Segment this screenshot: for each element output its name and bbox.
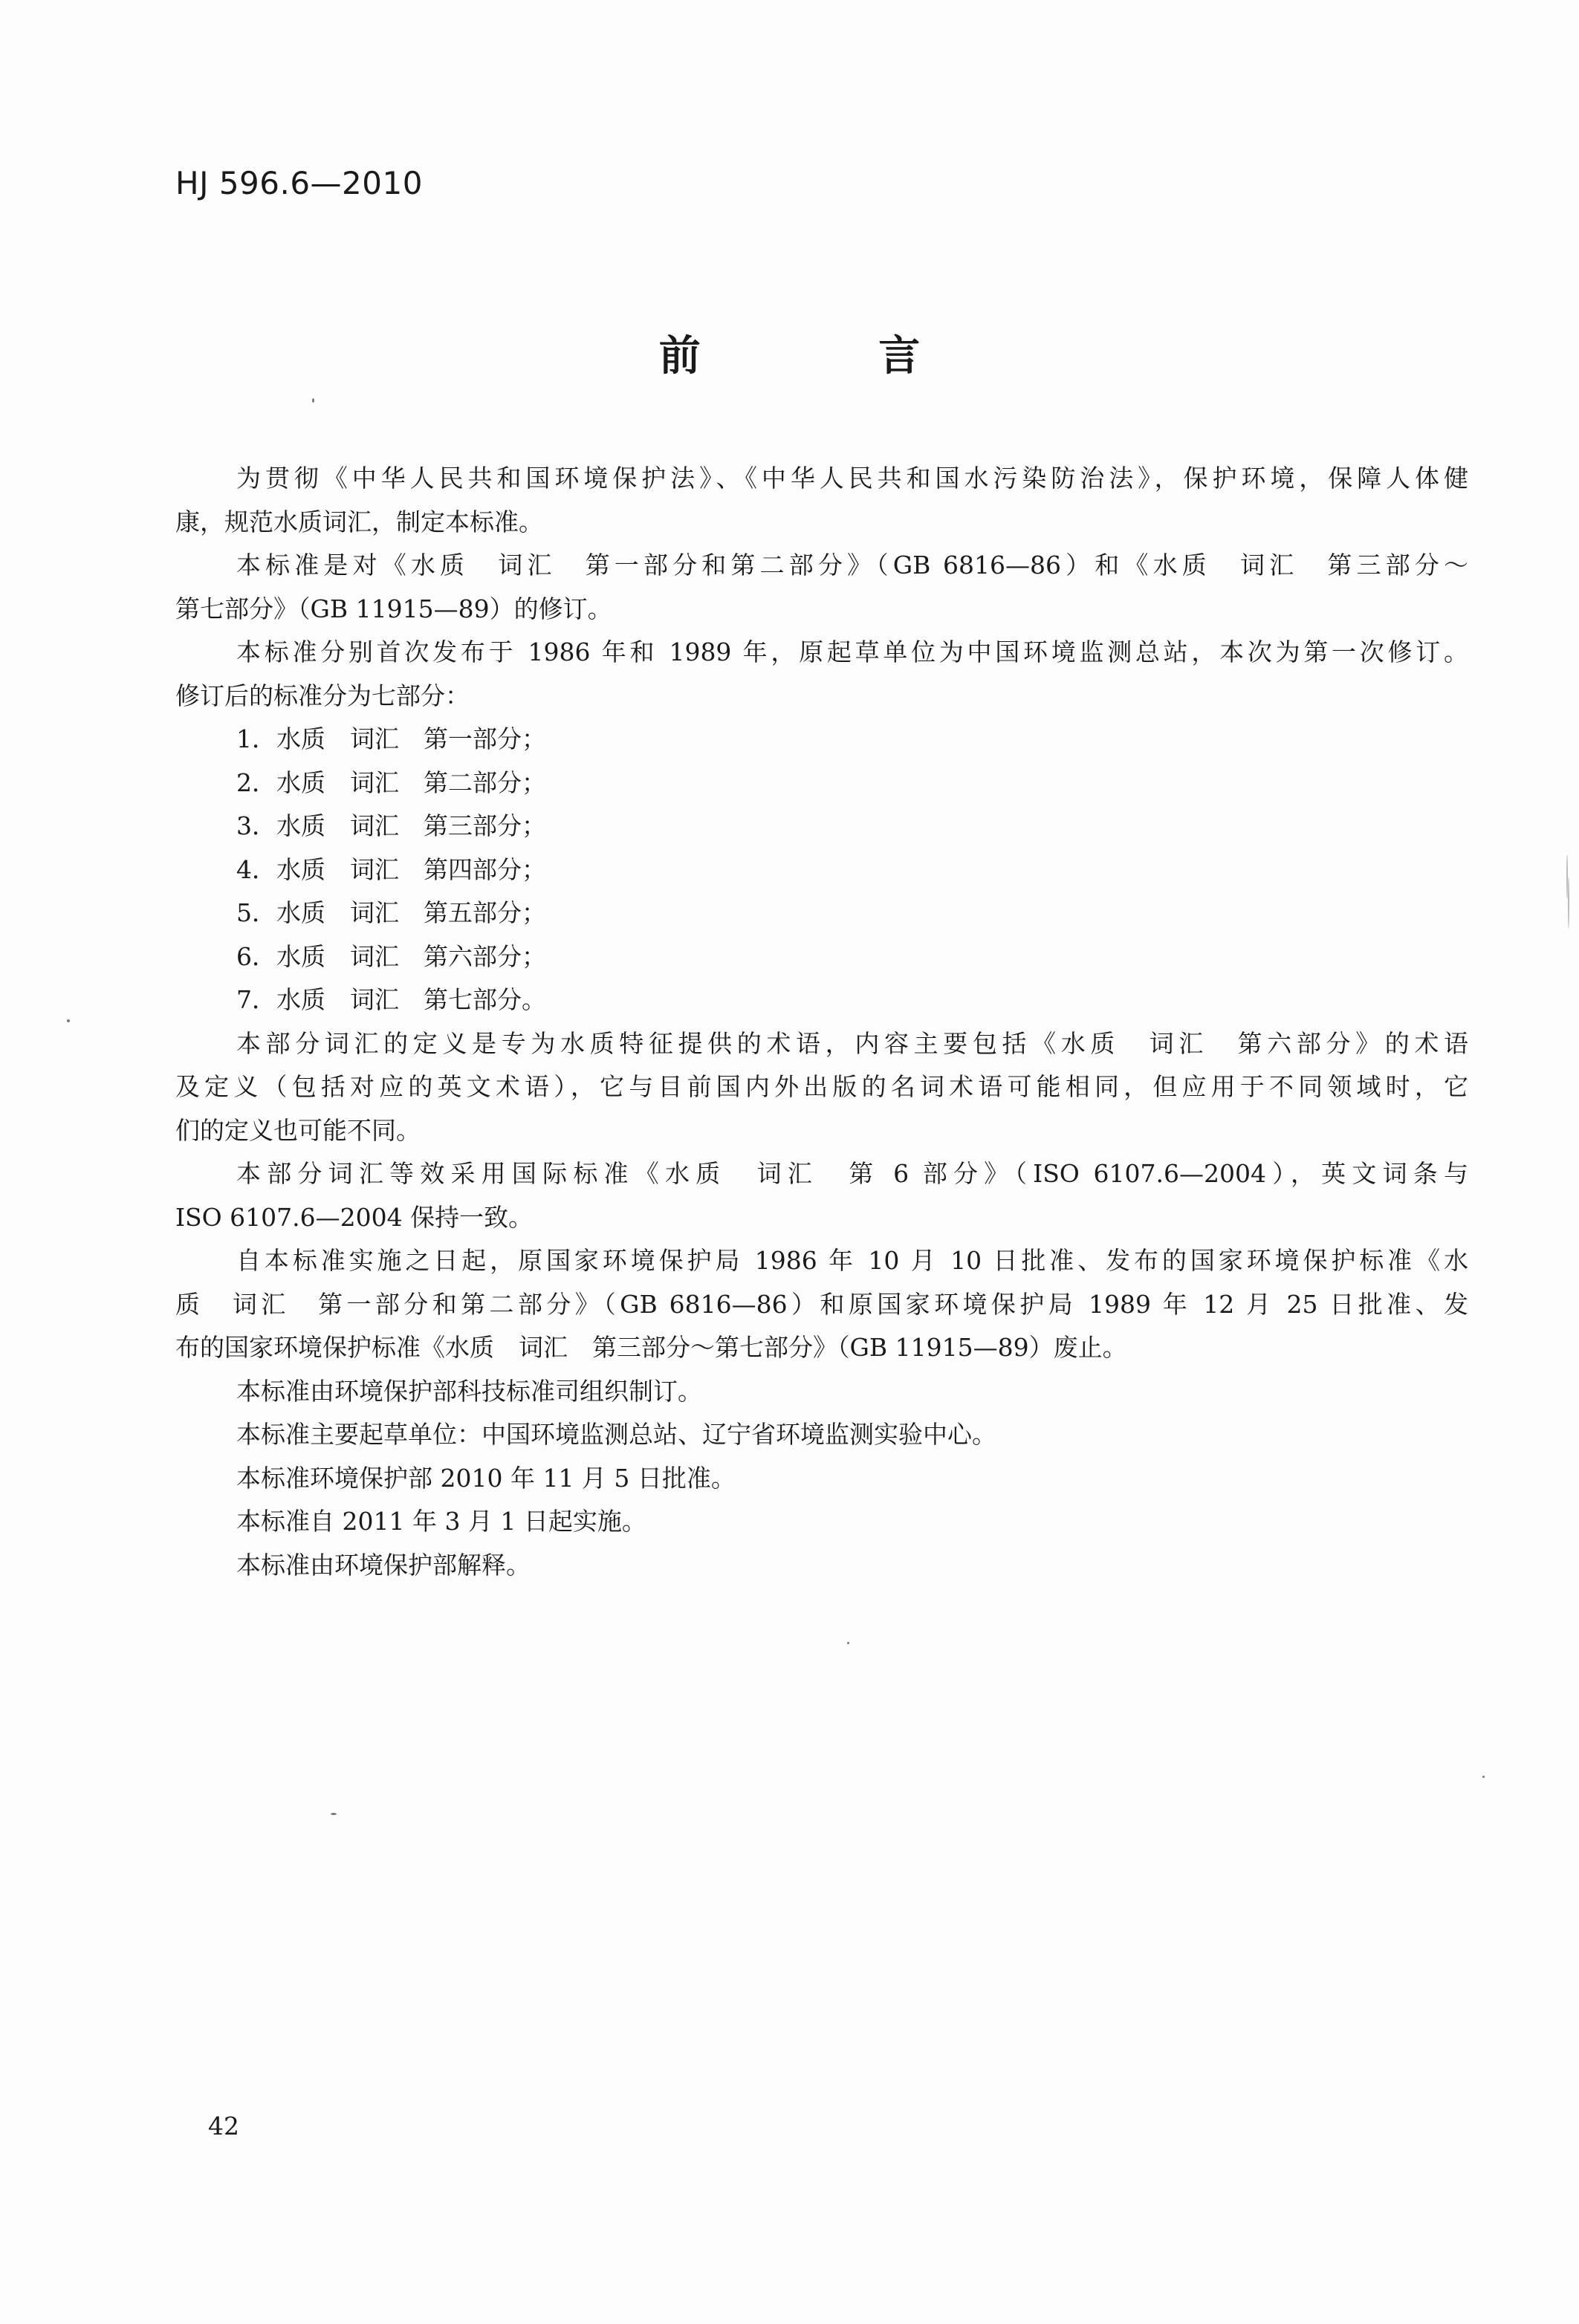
paragraph <box>175 1500 1468 1544</box>
paragraph <box>175 1022 1468 1153</box>
paragraph-line: 本标准由环境保护部科技标准司组织制订。 <box>236 1376 702 1406</box>
paragraph <box>175 1370 1468 1414</box>
paragraph <box>175 544 1468 631</box>
paragraph <box>175 1544 1468 1588</box>
list-item: 2．水质 词汇 第二部分； <box>236 767 546 797</box>
page-title: 前 言 <box>658 332 1002 380</box>
paragraph-line: 本标准主要起草单位：中国环境监测总站、辽宁省环境监测实验中心。 <box>236 1420 996 1449</box>
paragraph-line: 们的定义也可能不同。 <box>175 1115 421 1145</box>
scan-speck <box>847 1642 849 1644</box>
list-item: 1．水质 词汇 第一部分； <box>236 724 546 753</box>
scan-speck <box>1568 877 1569 929</box>
paragraph-line: 自本标准实施之日起，原国家环境保护局 1986 年 10 月 10 日批准、发布的国家环境保护标准《水 <box>236 1246 1468 1275</box>
paragraph-line: 本标准环境保护部 2010 年 11 月 5 日批准。 <box>236 1463 736 1493</box>
paragraph-line: 为贯彻《中华人民共和国环境保护法》、《中华人民共和国水污染防治法》，保护环境，保障人体健 <box>236 464 1468 493</box>
paragraph-line: 本标准自 2011 年 3 月 1 日起实施。 <box>236 1507 646 1536</box>
paragraph-line: 康，规范水质词汇，制定本标准。 <box>175 507 543 536</box>
paragraph <box>175 1457 1468 1501</box>
scan-speck <box>67 1019 70 1022</box>
paragraph-line: 第七部分》（GB 11915—89）的修订。 <box>175 594 612 623</box>
document-body <box>175 457 1468 1587</box>
paragraph-line: 本部分词汇等效采用国际标准《水质 词汇 第 6 部分》（ISO 6107.6—2004），英文词条与 <box>236 1159 1468 1188</box>
paragraph-line: 质 词汇 第一部分和第二部分》（GB 6816—86）和原国家环境保护局 1989 年 12 月 25 日批准、发 <box>175 1289 1468 1319</box>
paragraph-line: 本标准分别首次发布于 1986 年和 1989 年，原起草单位为中国环境监测总站，本次为第一次修订。 <box>236 637 1468 666</box>
scan-speck <box>1482 1776 1485 1778</box>
paragraph-line: ISO 6107.6—2004 保持一致。 <box>175 1202 534 1232</box>
paragraph-line: 及定义（包括对应的英文术语），它与目前国内外出版的名词术语可能相同，但应用于不同领域时，它 <box>175 1072 1468 1101</box>
scan-speck <box>312 398 314 403</box>
paragraph-line: 本标准是对《水质 词汇 第一部分和第二部分》（GB 6816—86）和《水质 词汇 第三部分～ <box>236 551 1468 580</box>
list-item: 4．水质 词汇 第四部分； <box>236 854 546 884</box>
scan-speck <box>331 1813 337 1815</box>
list-item: 3．水质 词汇 第三部分； <box>236 811 546 840</box>
paragraph-line: 本标准由环境保护部解释。 <box>236 1550 531 1580</box>
paragraph <box>175 1413 1468 1457</box>
page-number: 42 <box>208 2112 239 2140</box>
paragraph <box>175 1152 1468 1239</box>
list-item: 6．水质 词汇 第六部分； <box>236 941 546 971</box>
list-item: 5．水质 词汇 第五部分； <box>236 898 546 927</box>
list-item: 7．水质 词汇 第七部分。 <box>236 985 546 1014</box>
paragraph-line: 本部分词汇的定义是专为水质特征提供的术语，内容主要包括《水质 词汇 第六部分》的术语 <box>236 1028 1468 1058</box>
paragraph <box>175 1239 1468 1370</box>
paragraph-line: 修订后的标准分为七部分： <box>175 681 470 710</box>
standard-code: HJ 596.6—2010 <box>175 165 423 201</box>
paragraph-line: 布的国家环境保护标准《水质 词汇 第三部分～第七部分》（GB 11915—89）废止。 <box>175 1333 1127 1362</box>
parts-list <box>175 718 1468 1022</box>
paragraph <box>175 631 1468 718</box>
paragraph <box>175 457 1468 544</box>
